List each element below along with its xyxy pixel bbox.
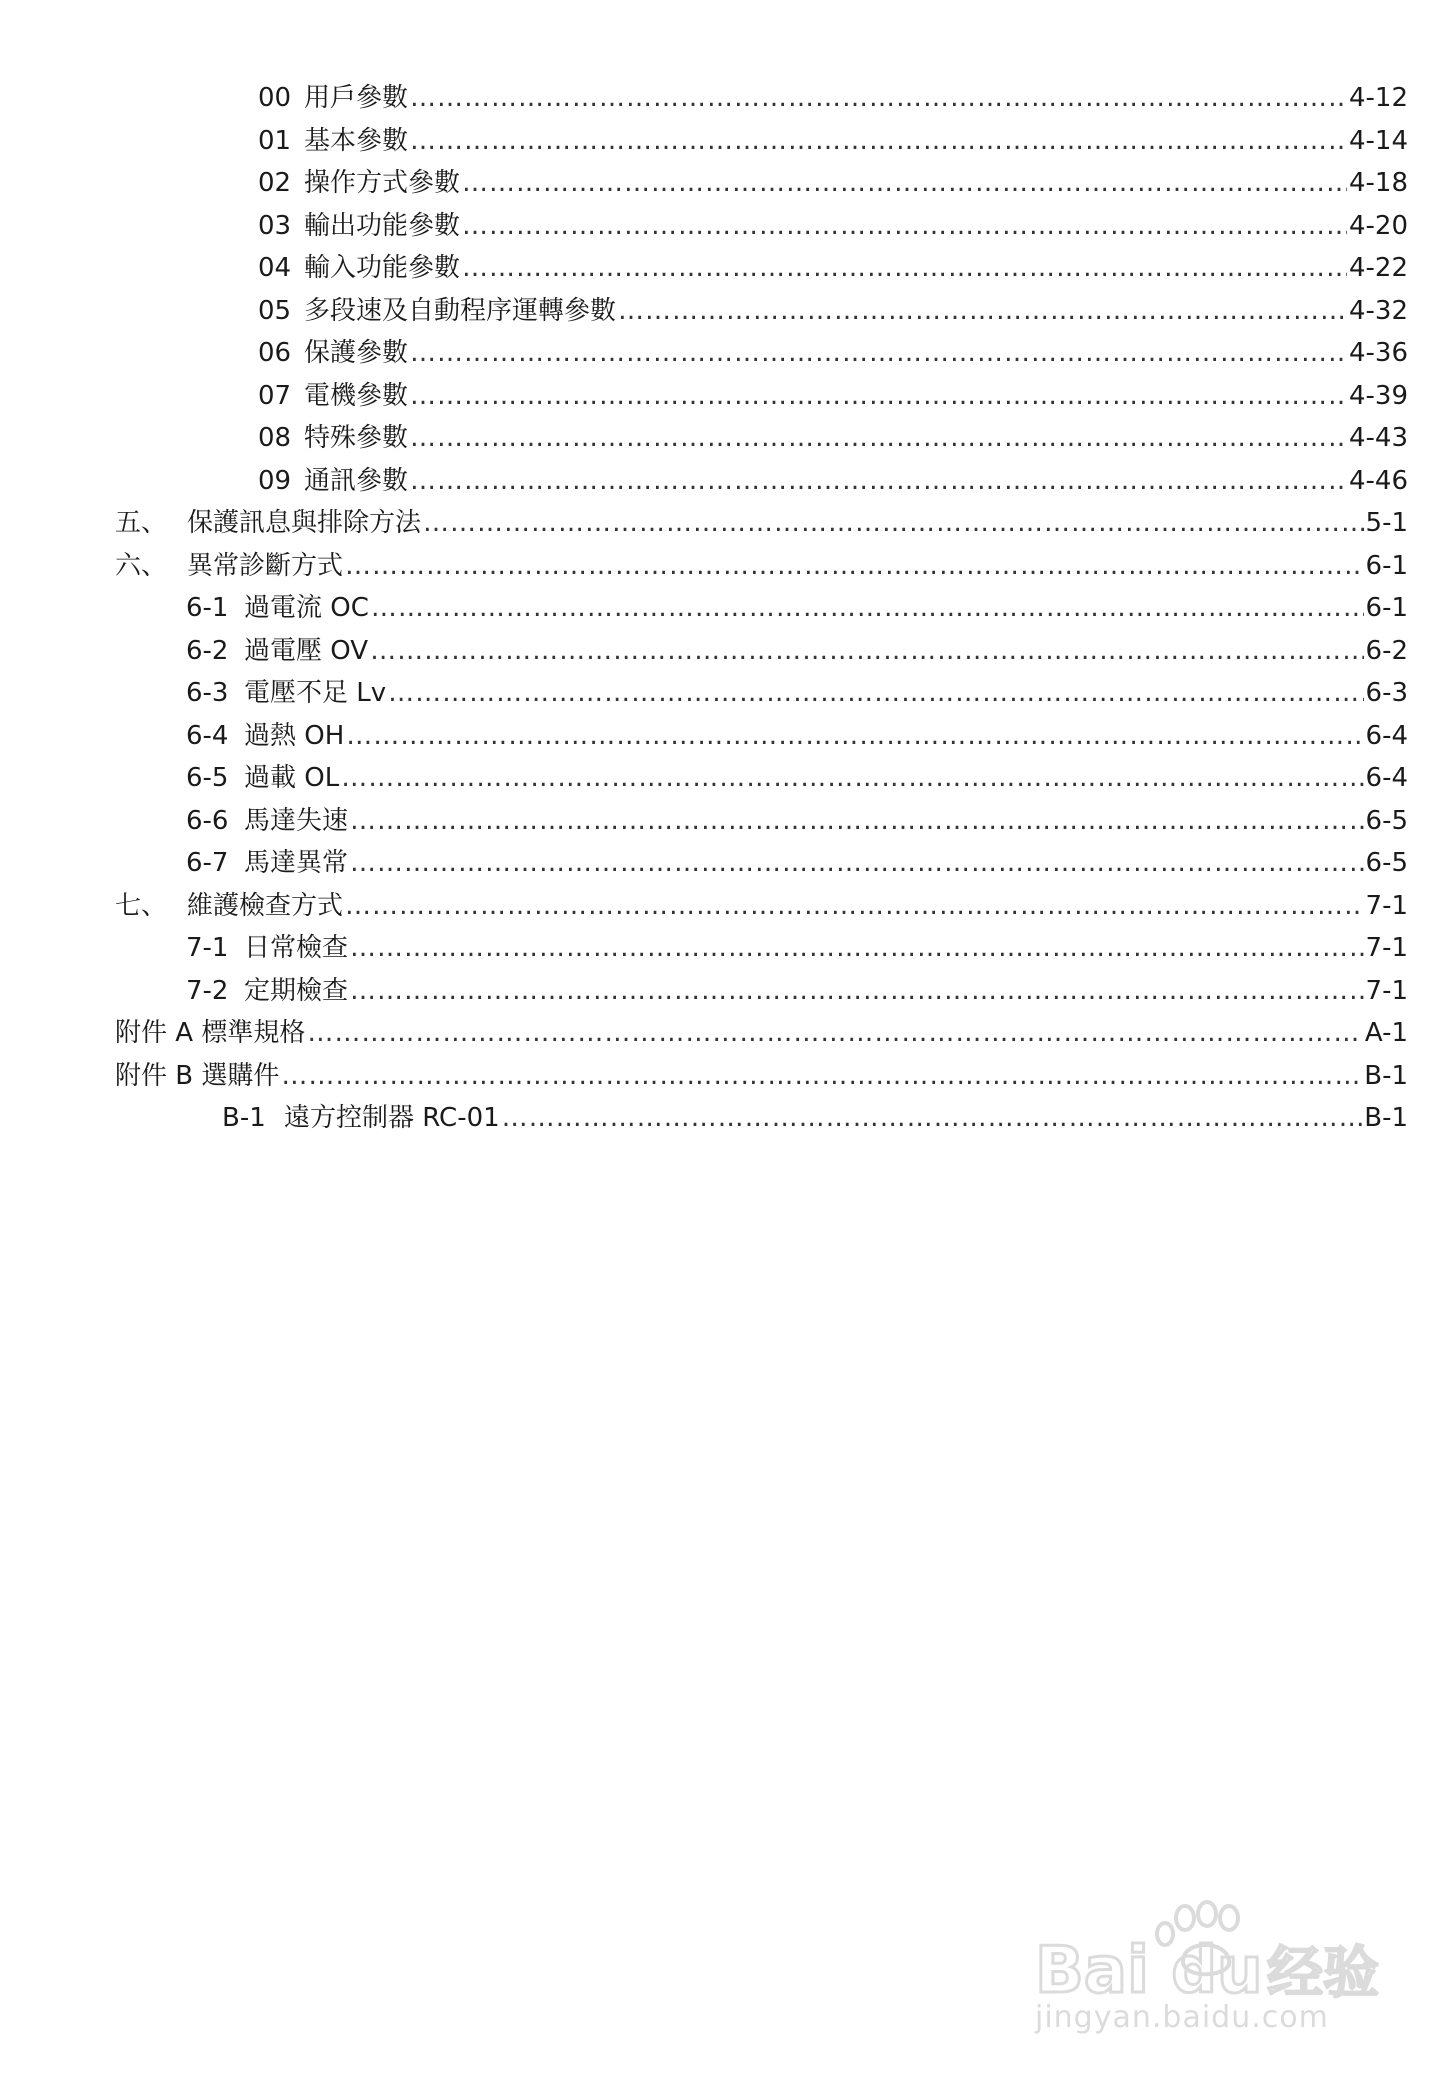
toc-entry xyxy=(115,503,1408,543)
toc-entry xyxy=(258,333,1408,373)
toc-entry-number: 6-2 xyxy=(186,635,229,666)
toc-entry-title: 過電壓 OV xyxy=(244,635,369,666)
toc-dot-leader xyxy=(410,78,1347,118)
toc-entry-page: B-1 xyxy=(1364,1103,1408,1133)
toc-entry-page: 4-36 xyxy=(1348,338,1408,368)
toc-entry-page: 4-32 xyxy=(1348,295,1408,326)
toc-entry-page: 4-14 xyxy=(1348,125,1408,156)
toc-entry xyxy=(115,1056,1408,1096)
toc-entry xyxy=(258,291,1408,331)
toc-entry-title: 多段速及自動程序運轉參數 xyxy=(304,295,617,326)
toc-entry xyxy=(258,163,1408,203)
toc-entry-number: 00 xyxy=(258,83,292,113)
toc-entry-page: 6-3 xyxy=(1365,678,1408,708)
toc-dot-leader xyxy=(345,546,1364,586)
toc-entry-page: A-1 xyxy=(1364,1018,1408,1048)
toc-entry xyxy=(186,673,1408,713)
toc-entry xyxy=(186,843,1408,883)
toc-entry-page: 7-1 xyxy=(1365,933,1408,963)
toc-dot-leader xyxy=(307,1013,1363,1053)
toc-entry-title: 過熱 OH xyxy=(244,720,345,751)
toc-dot-leader xyxy=(410,376,1347,416)
toc-entry-page: 6-1 xyxy=(1365,550,1408,581)
toc-dot-leader xyxy=(350,928,1364,968)
toc-entry-number: 05 xyxy=(258,295,292,326)
toc-entry-number: 7-2 xyxy=(186,975,229,1006)
toc-entry-number: 六、 xyxy=(115,550,168,581)
toc-entry xyxy=(258,376,1408,416)
toc-entry-number: 03 xyxy=(258,210,292,241)
toc-entry-page: 4-46 xyxy=(1348,465,1408,496)
baidu-paw-logo xyxy=(1035,1900,1395,2000)
toc-dot-leader xyxy=(371,588,1364,628)
baidu-logo-text: Bai du xyxy=(1035,1934,1263,2000)
toc-entry-page: 5-1 xyxy=(1365,508,1408,538)
toc-entry xyxy=(258,78,1408,118)
toc-entry-title: 維護檢查方式 xyxy=(187,890,344,921)
toc-entry-number: 6-5 xyxy=(186,763,229,793)
baidu-watermark xyxy=(1035,1880,1395,2060)
toc-entry xyxy=(115,1013,1408,1053)
toc-entry-title: 輸出功能參數 xyxy=(304,210,461,241)
toc-dot-leader xyxy=(350,801,1364,841)
toc-entry-number: 6-6 xyxy=(186,805,229,836)
toc-entry-title: 輸入功能參數 xyxy=(304,253,461,283)
toc-entry-number: 6-1 xyxy=(186,593,229,623)
toc-entry xyxy=(186,716,1408,756)
toc-entry xyxy=(115,886,1408,926)
toc-entry xyxy=(258,461,1408,501)
svg-text:经验: 经验 xyxy=(1267,1941,1379,2000)
toc-entry-number: B-1 xyxy=(222,1103,266,1133)
toc-entry-title: 異常診斷方式 xyxy=(187,550,344,581)
toc-dot-leader xyxy=(388,673,1363,713)
toc-entry-page: 4-39 xyxy=(1348,380,1408,411)
toc-dot-leader xyxy=(410,418,1347,458)
toc-entry-title: 附件 B 選購件 xyxy=(115,1060,280,1091)
toc-entry-title: 定期檢查 xyxy=(244,975,349,1006)
toc-entry-title: 過電流 OC xyxy=(244,593,369,623)
toc-dot-leader xyxy=(281,1056,1362,1096)
toc-dot-leader xyxy=(370,631,1363,671)
toc-entry-number: 七、 xyxy=(115,890,168,921)
toc-entry-title: 附件 A 標準規格 xyxy=(115,1018,306,1048)
toc-entry xyxy=(115,546,1408,586)
toc-entry-page: 7-1 xyxy=(1365,975,1408,1006)
toc-entry xyxy=(186,588,1408,628)
toc-entry-page: 4-12 xyxy=(1348,83,1408,113)
toc-dot-leader xyxy=(462,163,1347,203)
toc-entry-page: 4-18 xyxy=(1348,168,1408,198)
toc-dot-leader xyxy=(346,716,1363,756)
toc-dot-leader xyxy=(410,121,1347,161)
toc-entry-page: 6-5 xyxy=(1365,848,1408,878)
toc-entry-number: 09 xyxy=(258,465,292,496)
toc-entry-title: 日常檢查 xyxy=(244,933,349,963)
toc-entry-page: B-1 xyxy=(1364,1060,1408,1091)
toc-entry-number: 7-1 xyxy=(186,933,229,963)
toc-entry-title: 遠方控制器 RC-01 xyxy=(284,1103,500,1133)
toc-entry-page: 4-43 xyxy=(1348,423,1408,453)
toc-dot-leader xyxy=(350,843,1364,883)
toc-entry-title: 電壓不足 Lv xyxy=(244,678,387,708)
toc-entry xyxy=(258,121,1408,161)
toc-entry-title: 通訊參數 xyxy=(304,465,409,496)
toc-entry xyxy=(222,1098,1408,1138)
toc-entry-number: 6-7 xyxy=(186,848,229,878)
toc-entry-number: 08 xyxy=(258,423,292,453)
toc-entry-number: 6-3 xyxy=(186,678,229,708)
toc-dot-leader xyxy=(350,971,1364,1011)
toc-entry xyxy=(186,631,1408,671)
toc-entry-title: 馬達異常 xyxy=(244,848,349,878)
toc-entry-title: 保護參數 xyxy=(304,338,409,368)
toc-entry-title: 過載 OL xyxy=(244,763,340,793)
toc-entry-number: 06 xyxy=(258,338,292,368)
toc-entry-page: 6-2 xyxy=(1365,635,1408,666)
toc-dot-leader xyxy=(410,461,1347,501)
toc-entry-title: 操作方式參數 xyxy=(304,168,461,198)
toc-entry xyxy=(186,928,1408,968)
toc-entry xyxy=(186,801,1408,841)
toc-entry-number: 01 xyxy=(258,125,292,156)
toc-dot-leader xyxy=(410,333,1347,373)
toc-entry-page: 6-4 xyxy=(1365,720,1408,751)
toc-entry-number: 04 xyxy=(258,253,292,283)
toc-entry-page: 6-5 xyxy=(1365,805,1408,836)
toc-entry-page: 4-22 xyxy=(1348,253,1408,283)
toc-entry-title: 馬達失速 xyxy=(244,805,349,836)
toc-dot-leader xyxy=(423,503,1364,543)
toc-entry-number: 02 xyxy=(258,168,292,198)
toc-entry-page: 7-1 xyxy=(1365,890,1408,921)
toc-entry-title: 用戶參數 xyxy=(304,83,409,113)
toc-entry-number: 五、 xyxy=(115,508,168,538)
toc-entry xyxy=(258,206,1408,246)
toc-dot-leader xyxy=(341,758,1363,798)
toc-dot-leader xyxy=(462,206,1347,246)
toc-entry xyxy=(258,248,1408,288)
toc-entry-page: 6-4 xyxy=(1365,763,1408,793)
toc-entry-number: 6-4 xyxy=(186,720,229,751)
toc-dot-leader xyxy=(462,248,1347,288)
toc-entry-title: 電機參數 xyxy=(304,380,409,411)
toc-entry xyxy=(258,418,1408,458)
toc-dot-leader xyxy=(618,291,1347,331)
toc-entry xyxy=(186,758,1408,798)
watermark-url: jingyan.baidu.com xyxy=(1035,2000,1329,2035)
toc-entry-page: 4-20 xyxy=(1348,210,1408,241)
toc-entry-number: 07 xyxy=(258,380,292,411)
toc-entry xyxy=(186,971,1408,1011)
toc-entry-title: 保護訊息與排除方法 xyxy=(187,508,422,538)
toc-entry-page: 6-1 xyxy=(1365,593,1408,623)
toc-entry-title: 基本參數 xyxy=(304,125,409,156)
toc-dot-leader xyxy=(502,1098,1363,1138)
toc-dot-leader xyxy=(345,886,1364,926)
toc-entry-title: 特殊參數 xyxy=(304,423,409,453)
